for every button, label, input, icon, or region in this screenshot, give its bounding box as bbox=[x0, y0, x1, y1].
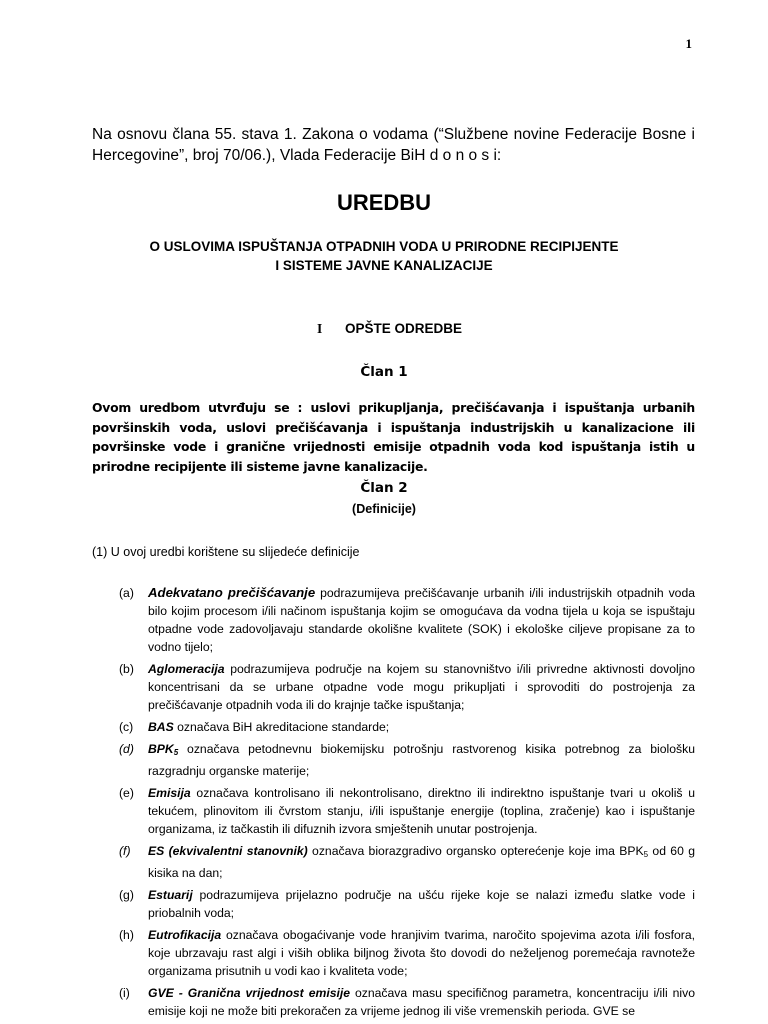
definition-term: ES (ekvivalentni stanovnik) bbox=[148, 844, 308, 858]
definition-term: Estuarij bbox=[148, 888, 193, 902]
subtitle-line-2: I SISTEME JAVNE KANALIZACIJE bbox=[275, 258, 493, 273]
definition-marker: (a) bbox=[119, 586, 134, 600]
definitions-list bbox=[92, 584, 695, 1024]
article-1-title: Član 1 bbox=[360, 364, 408, 380]
definition-marker: (f) bbox=[119, 844, 131, 858]
definition-text: označava obogaćivanje vode hranjivim tvarima, naročito spojevima azota i/ili fosfora, koje ubrzavaju rast algi i viših oblika biljnog života što dovodi do neželjenog poremećaja ravnoteže organizama prisutnih u vodi kao i kvaliteta vode; bbox=[148, 928, 695, 978]
definition-marker: (g) bbox=[119, 888, 134, 902]
definition-marker: (d) bbox=[119, 742, 134, 756]
definition-term: Emisija bbox=[148, 786, 191, 800]
definition-term: Adekvatano prečišćavanje bbox=[148, 585, 316, 600]
definition-text-subscript: 5 bbox=[643, 850, 649, 859]
article-2-title: Član 2 bbox=[360, 480, 408, 496]
subtitle-line-1: O USLOVIMA ISPUŠTANJA OTPADNIH VODA U PRIRODNE RECIPIJENTE bbox=[149, 239, 619, 254]
definition-item bbox=[92, 660, 695, 714]
section-title: OPŠTE ODREDBE bbox=[345, 321, 463, 336]
definition-term-subscript: 5 bbox=[173, 748, 179, 757]
definition-item bbox=[92, 718, 695, 736]
definition-text: podrazumijeva prijelazno područje na ušću rijeke koje se nalazi između slatke vode i priobalnih voda; bbox=[148, 888, 695, 920]
definition-marker: (h) bbox=[119, 928, 134, 942]
definition-text: označava masu specifičnog parametra, koncentraciju i/ili nivo emisije koji ne može biti prekoračen za vrijeme jednog ili više vremenskih perioda. GVE se bbox=[148, 986, 695, 1018]
section-numeral: I bbox=[317, 321, 323, 336]
definition-marker: (e) bbox=[119, 786, 134, 800]
intro-paragraph: Na osnovu člana 55. stava 1. Zakona o vodama (“Službene novine Federacije Bosne i Hercegovine”, broj 70/06.), Vlada Federacije BiH d o n o s i: bbox=[92, 126, 695, 164]
document-subtitle bbox=[0, 237, 768, 275]
article-2-subtitle: (Definicije) bbox=[352, 502, 416, 516]
page-number: 1 bbox=[685, 36, 692, 51]
section-heading bbox=[317, 321, 462, 337]
definition-marker: (i) bbox=[119, 986, 130, 1000]
article-1-body: Ovom uredbom utvrđuju se : uslovi prikupljanja, prečišćavanja i ispuštanja urbanih površinskih voda, uslovi prečišćavanja i ispuštanja industrijskih u kanalizacione ili površinske vode i granične vrijednosti emisije otpadnih voda kod ispuštanja istih u prirodne recipijente ili sisteme javne kanalizacije. bbox=[92, 400, 695, 474]
definition-text-after: od 60 g kisika na dan; bbox=[148, 844, 695, 880]
definition-item bbox=[92, 842, 695, 882]
document-title: UREDBU bbox=[336, 190, 432, 215]
definition-item bbox=[92, 584, 695, 656]
definition-text: označava petodnevnu biokemijsku potrošnju rastvorenog kisika potrebnog za biološku razgradnju organske materije; bbox=[148, 742, 695, 778]
definition-marker: (b) bbox=[119, 662, 134, 676]
definition-term: GVE - Granična vrijednost emisije bbox=[148, 986, 351, 1000]
definition-text: podrazumijeva prečišćavanje urbanih i/ili industrijskih otpadnih voda bilo kojim procesom i/ili načinom ispuštanja kojim se omogućava da vodna tijela u koja se ispuštaju otpadne vode zadovoljavaju standarde okolišne kvalitete (SOK) i ekološke ciljeve propisane za to vodno tijelo; bbox=[148, 586, 695, 654]
definition-item bbox=[92, 784, 695, 838]
definition-item bbox=[92, 740, 695, 780]
definition-item bbox=[92, 886, 695, 922]
definition-term: Aglomeracija bbox=[148, 662, 225, 676]
definition-marker: (c) bbox=[119, 720, 134, 734]
definition-term: BPK bbox=[148, 742, 174, 756]
definition-item bbox=[92, 926, 695, 980]
definitions-intro: (1) U ovoj uredbi korištene su slijedeće definicije bbox=[92, 545, 360, 559]
definition-item bbox=[92, 984, 695, 1020]
definition-text: označava kontrolisano ili nekontrolisano, direktno ili indirektno ispuštanje tvari u okoliš u tekućem, plinovitom ili čvrstom stanju, i/ili ispuštanje energije (toplina, zračenje) kao i ispuštanje organizama, iz tačkastih ili difuznih izvora smještenih unutar postrojenja. bbox=[148, 786, 695, 836]
definition-text: podrazumijeva područje na kojem su stanovništvo i/ili privredne aktivnosti dovoljno koncentrisani da se urbane otpadne vode mogu prikupljati i sprovoditi do postrojenja za prečišćavanje otpadnih voda ili do krajnje tačke ispuštanja; bbox=[148, 662, 695, 712]
definition-text: označava biorazgradivo organsko opterećenje koje ima BPK bbox=[307, 844, 644, 858]
definition-term: BAS bbox=[148, 720, 174, 734]
definition-text: označava BiH akreditacione standarde; bbox=[173, 720, 390, 734]
definition-term: Eutrofikacija bbox=[148, 928, 222, 942]
